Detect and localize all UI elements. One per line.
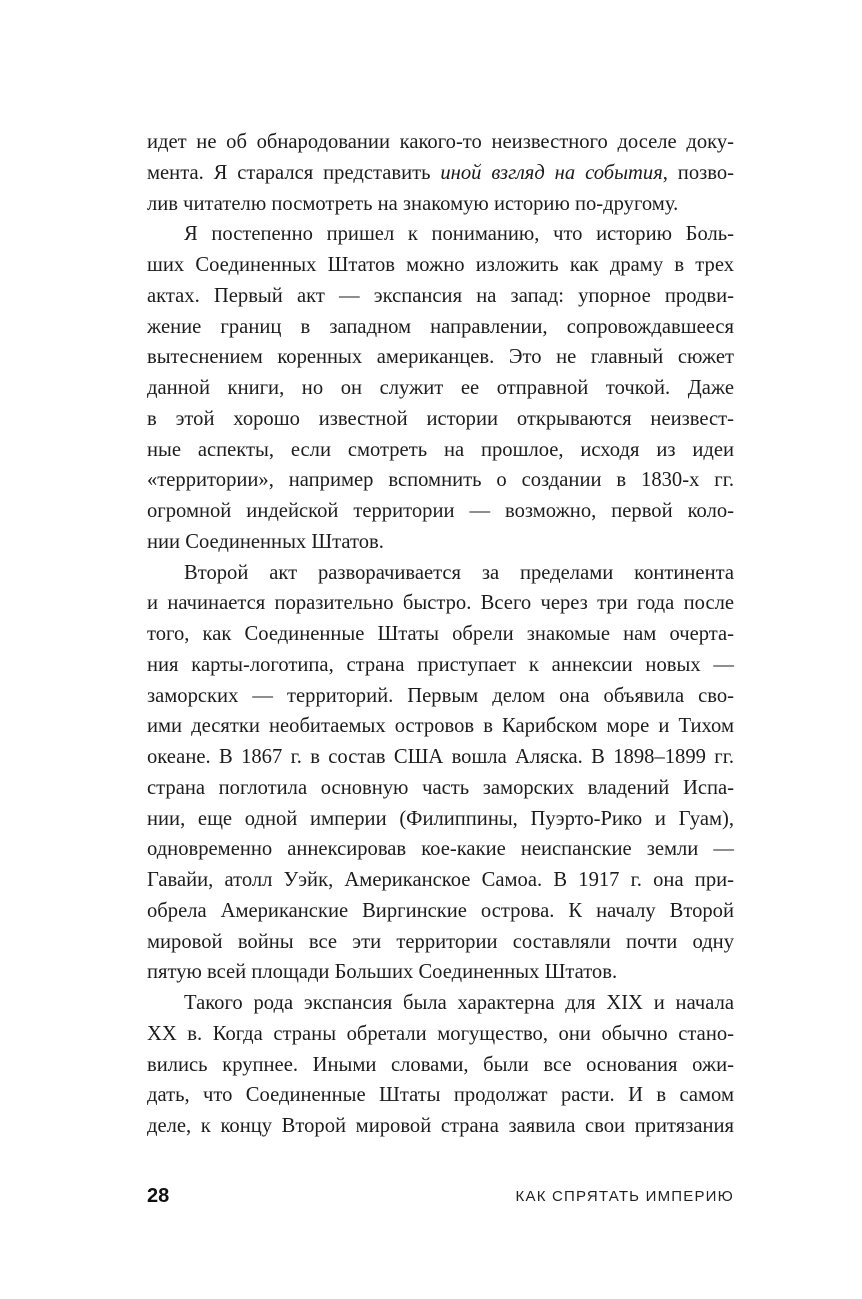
text-line: обрела Американские Виргинские острова. К началу Второй [147, 899, 734, 922]
text-line: огромной индейской территории — возможно, первой коло- [147, 500, 734, 522]
text-line: вытеснением коренных американцев. Это не главный сюжет [147, 346, 734, 369]
text-line: страна поглотила основную часть заморских владений Испа- [147, 776, 734, 799]
text-line: Такого рода экспансия была характерна для XIX и начала [184, 992, 734, 1014]
text-line: деле, к концу Второй мировой страна заявила свои притязания [147, 1115, 734, 1137]
text-line: лив читателю посмотреть на знакомую историю по-другому. [147, 192, 679, 215]
page-number: 28 [147, 1185, 170, 1207]
text-line: идет не об обнародовании какого-то неизвестного доселе доку- [147, 131, 734, 153]
text-segment: , позво- [662, 161, 735, 184]
text-line: и начинается поразительно быстро. Всего через три года после [147, 592, 734, 615]
text-line: нии Соединенных Штатов. [147, 530, 384, 553]
paragraph [147, 127, 734, 219]
text-line: мировой войны все эти территории составляли почти одну [147, 930, 734, 953]
text-segment: мента. Я старался представить [147, 161, 441, 184]
text-line: Я постепенно пришел к пониманию, что историю Боль- [184, 223, 734, 246]
text-line: океане. В 1867 г. в состав США вошла Аляска. В 1898–1899 гг. [147, 746, 734, 768]
text-line: жение границ в западном направлении, сопровождавшееся [147, 315, 734, 338]
italic-emphasis: иной взгляд на события [440, 161, 663, 184]
text-line: ные аспекты, если смотреть на прошлое, исходя из идеи [147, 438, 734, 461]
text-line: Гавайи, атолл Уэйк, Американское Самоа. В 1917 г. она при- [147, 869, 734, 891]
paragraph [147, 219, 734, 557]
text-line: данной книги, но он служит ее отправной точкой. Даже [147, 377, 734, 399]
text-line: Второй акт разворачивается за пределами континента [184, 561, 734, 584]
text-line: в этой хорошо известной истории открываются неизвест- [147, 407, 734, 430]
text-line: ших Соединенных Штатов можно изложить как драму в трех [147, 254, 734, 276]
text-line: пятую всей площади Больших Соединенных Штатов. [147, 961, 618, 984]
text-line: вились крупнее. Иными словами, были все основания ожи- [147, 1053, 734, 1076]
text-line: дать, что Соединенные Штаты продолжат расти. И в самом [147, 1084, 734, 1107]
text-line: одновременно аннексировав кое-какие неиспанские земли — [147, 838, 734, 861]
text-line: XX в. Когда страны обретали могущество, они обычно стано- [147, 1022, 734, 1045]
text-line: ими десятки необитаемых островов в Карибском море и Тихом [147, 715, 734, 738]
running-title: КАК СПРЯТАТЬ ИМПЕРИЮ [515, 1188, 734, 1205]
text-line: заморских — территорий. Первым делом она объявила сво- [147, 684, 734, 707]
paragraph [147, 558, 734, 989]
text-line: «территории», например вспомнить о создании в 1830-х гг. [147, 469, 734, 492]
text-line [147, 158, 734, 189]
paragraph [147, 988, 734, 1142]
text-line: ния карты-логотипа, страна приступает к аннексии новых — [147, 653, 734, 676]
text-line: актах. Первый акт — экспансия на запад: упорное продви- [147, 284, 734, 307]
body-text [147, 127, 734, 1142]
text-line: того, как Соединенные Штаты обрели знакомые нам очерта- [147, 623, 734, 645]
text-line: нии, еще одной империи (Филиппины, Пуэрто-Рико и Гуам), [147, 807, 734, 830]
